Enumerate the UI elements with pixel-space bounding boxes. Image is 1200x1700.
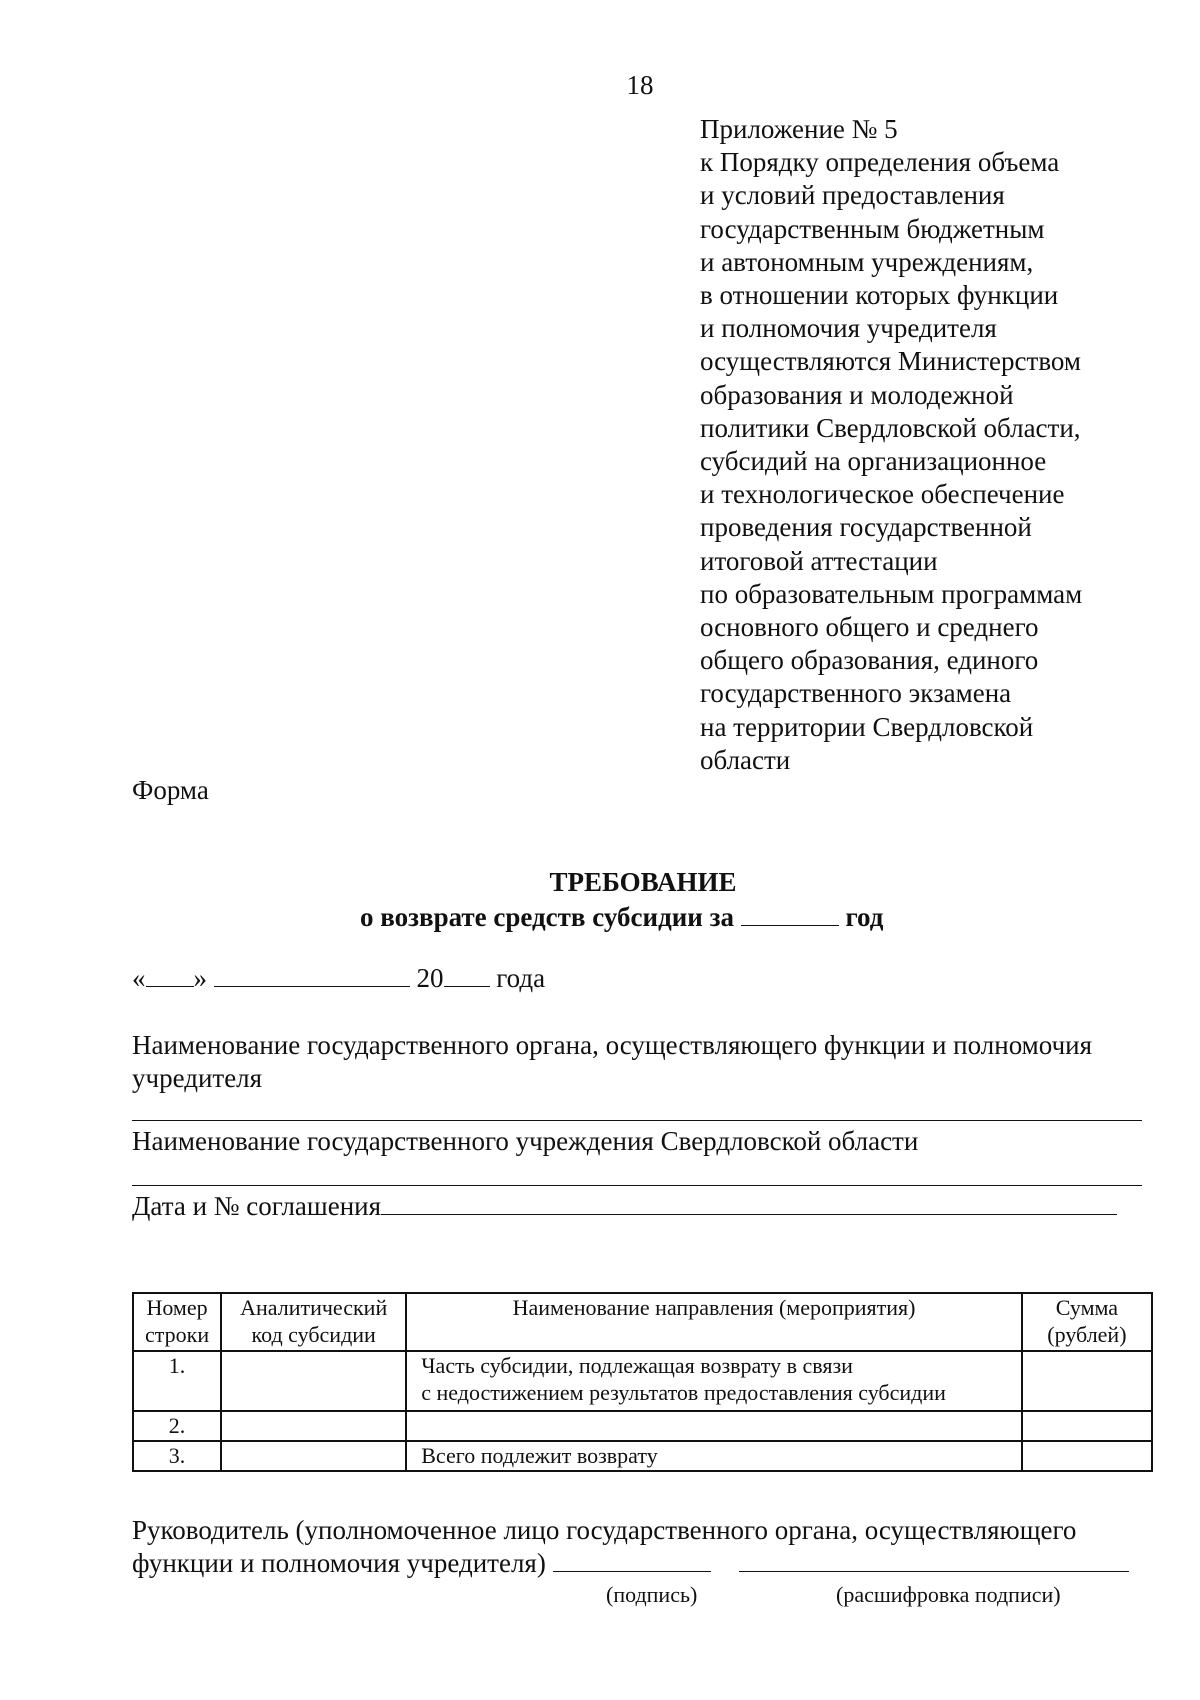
direction-cell — [406, 1351, 1022, 1411]
signature-caption: (подпись) — [606, 1582, 698, 1607]
table-row — [133, 1411, 1152, 1441]
institution-name-input-line[interactable] — [132, 1185, 1142, 1186]
appendix-line: субсидий на организационное — [700, 446, 1047, 477]
appendix-line: основного общего и среднего — [700, 612, 1039, 643]
appendix-line: образования и молодежной — [700, 379, 1014, 410]
appendix-line: к Порядку определения объема — [700, 147, 1060, 178]
header-row-number-line1: Номер — [146, 1295, 208, 1320]
month-blank[interactable] — [214, 964, 410, 987]
header-sum-line2: (рублей) — [1047, 1322, 1127, 1347]
header-code-line1: Аналитический — [240, 1295, 388, 1320]
direction-cell: Всего подлежит возврату — [406, 1441, 1022, 1471]
organ-name-input-line[interactable] — [132, 1120, 1142, 1121]
direction-cell[interactable] — [406, 1411, 1022, 1441]
appendix-line: государственным бюджетным — [700, 213, 1045, 244]
header-sum — [1022, 1293, 1152, 1351]
direction-line1: Часть субсидии, подлежащая возврату в связи — [421, 1353, 853, 1378]
day-blank[interactable] — [146, 964, 194, 987]
header-code-line2: код субсидии — [251, 1322, 376, 1347]
signature-line1: Руководитель (уполномоченное лицо государственного органа, осуществляющего — [132, 1515, 1077, 1545]
year-word: года — [496, 963, 546, 993]
row-number: 3. — [133, 1441, 221, 1471]
page-number: 18 — [626, 70, 654, 100]
year-blank[interactable] — [741, 903, 839, 926]
appendix-line: осуществляются Министерством — [700, 346, 1081, 377]
signature-block — [132, 1514, 1129, 1580]
appendix-line: на территории Свердловской — [700, 711, 1034, 742]
date-line — [132, 963, 545, 994]
open-quote: « — [132, 963, 146, 993]
year-prefix: 20 — [416, 963, 444, 993]
appendix-line: и технологическое обеспечение — [700, 479, 1065, 510]
appendix-line: проведения государственной — [700, 512, 1032, 543]
document-title: ТРЕБОВАНИЕ — [549, 867, 737, 897]
sum-cell[interactable] — [1022, 1351, 1152, 1411]
appendix-line: и полномочия учредителя — [700, 313, 997, 344]
appendix-line: политики Свердловской области, — [700, 412, 1081, 443]
appendix-line: и автономным учреждениям, — [700, 246, 1034, 277]
header-row-number-line2: строки — [144, 1322, 210, 1347]
header-sum-line1: Сумма — [1055, 1295, 1119, 1320]
appendix-line: по образовательным программам — [700, 578, 1083, 609]
organ-name-label — [132, 1029, 1092, 1095]
header-code — [221, 1293, 406, 1351]
subtitle-suffix: год — [845, 902, 884, 932]
direction-line2: с недостижением результатов предоставления субсидии — [421, 1380, 946, 1405]
sum-cell[interactable] — [1022, 1441, 1152, 1471]
signature-line2: функции и полномочия учредителя) — [132, 1548, 546, 1578]
header-row-number — [133, 1293, 221, 1351]
agreement-input-line[interactable] — [381, 1192, 1117, 1215]
sum-cell[interactable] — [1022, 1411, 1152, 1441]
signature-decoding-input-line[interactable] — [739, 1549, 1129, 1572]
decoding-caption: (расшифровка подписи) — [836, 1582, 1061, 1607]
table-header-row — [133, 1293, 1152, 1351]
document-subtitle — [360, 902, 883, 933]
code-cell[interactable] — [221, 1441, 406, 1471]
appendix-line: государственного экзамена — [700, 678, 1012, 709]
organ-name-label-line2: учредителя — [132, 1063, 263, 1093]
appendix-line: в отношении которых функции — [700, 280, 1059, 311]
appendix-line: области — [700, 744, 791, 775]
row-number: 2. — [133, 1411, 221, 1441]
appendix-header — [700, 113, 1170, 777]
institution-name-label: Наименование государственного учреждения Свердловской области — [132, 1126, 919, 1156]
appendix-line: Приложение № 5 — [700, 114, 898, 144]
row-number: 1. — [133, 1351, 221, 1411]
signature-input-line[interactable] — [553, 1549, 711, 1572]
agreement-label: Дата и № соглашения — [132, 1191, 382, 1221]
agreement-line — [132, 1190, 1117, 1223]
signature-line2-wrap — [132, 1547, 1129, 1580]
subtitle-prefix: о возврате средств субсидии за — [360, 902, 734, 932]
close-quote: » — [193, 963, 207, 993]
table-row — [133, 1351, 1152, 1411]
appendix-line: итоговой аттестации — [700, 545, 938, 576]
subsidy-table — [132, 1292, 1153, 1472]
appendix-line: и условий предоставления — [700, 180, 1005, 211]
code-cell[interactable] — [221, 1411, 406, 1441]
appendix-line: общего образования, единого — [700, 645, 1039, 676]
table-row — [133, 1441, 1152, 1471]
year-suffix-blank[interactable] — [444, 964, 490, 987]
code-cell[interactable] — [221, 1351, 406, 1411]
header-direction: Наименование направления (мероприятия) — [406, 1293, 1022, 1351]
form-label: Форма — [132, 775, 209, 805]
organ-name-label-line1: Наименование государственного органа, осуществляющего функции и полномочия — [132, 1030, 1093, 1060]
